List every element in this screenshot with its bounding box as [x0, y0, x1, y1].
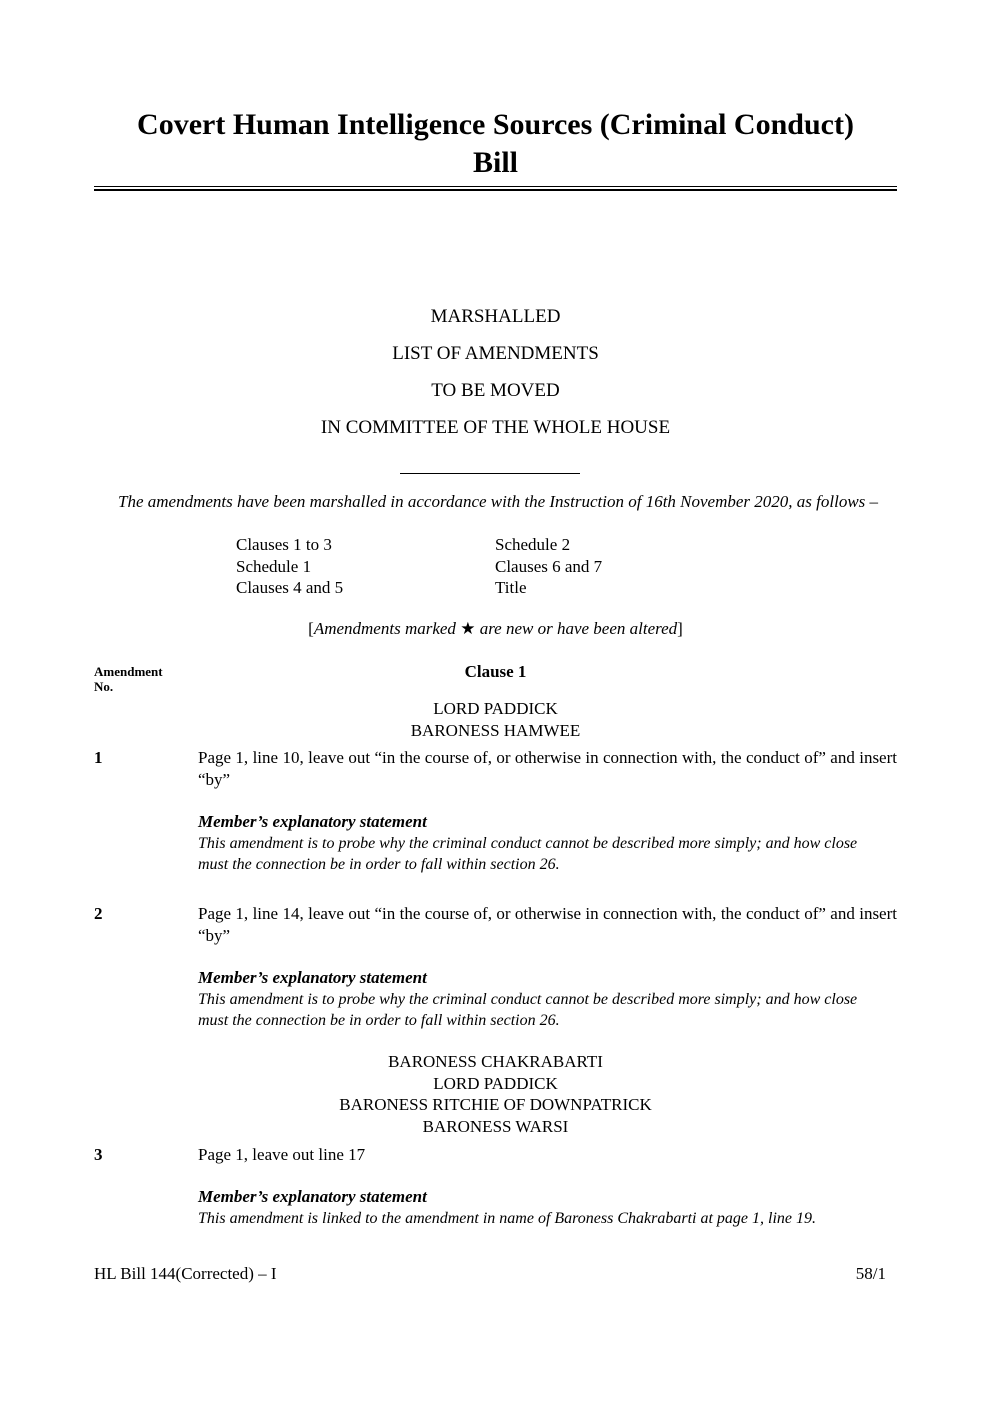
amendment-text: Page 1, line 10, leave out “in the course of, or otherwise in connection with, the conduct of” and insert “by”: [198, 748, 897, 789]
explanatory-statement-title: Member’s explanatory statement: [198, 968, 427, 987]
title-rule-thin: [94, 186, 897, 187]
amendment-number: 2: [94, 904, 103, 923]
sponsor-name: BARONESS CHAKRABARTI: [388, 1052, 603, 1071]
heading-list-of-amendments: LIST OF AMENDMENTS: [392, 343, 599, 364]
amendment-number-column-label: Amendment No.: [94, 664, 163, 694]
order-item: Title: [495, 578, 527, 597]
sponsor-group-1: [94, 698, 897, 741]
bill-title-line-1: Covert Human Intelligence Sources (Criminal Conduct): [137, 108, 854, 141]
star-icon: ★: [460, 619, 476, 638]
order-item: Clauses 4 and 5: [236, 578, 344, 597]
sponsor-group-2: [94, 1051, 897, 1137]
explanatory-statement: This amendment is to probe why the criminal conduct cannot be described more simply; and how close must the connection be in order to fall within section 26.: [198, 991, 858, 1029]
amendments-marked-note: [Amendments marked ★ are new or have been altered]: [308, 619, 683, 638]
amendment-text: Page 1, line 14, leave out “in the course of, or otherwise in connection with, the conduct of” and insert “by”: [198, 904, 897, 945]
footer-page-reference: 58/1: [855, 1264, 886, 1283]
bill-title: [94, 106, 897, 182]
order-list-right: [495, 534, 602, 599]
order-item: Clauses 1 to 3: [236, 535, 332, 554]
heading-marshalled: MARSHALLED: [430, 306, 561, 327]
order-item: Schedule 1: [236, 556, 312, 576]
explanatory-statement: This amendment is linked to the amendment in name of Baroness Chakrabarti at page 1, line 19.: [198, 1210, 817, 1227]
bill-title-line-2: Bill: [472, 146, 518, 179]
section-divider: [400, 473, 580, 474]
explanatory-statement-title: Member’s explanatory statement: [198, 1187, 427, 1206]
sponsor-name: BARONESS WARSI: [422, 1116, 569, 1136]
explanatory-statement-title: Member’s explanatory statement: [198, 812, 427, 831]
order-item: Schedule 2: [495, 535, 571, 554]
sponsor-name: BARONESS RITCHIE OF DOWNPATRICK: [339, 1095, 652, 1114]
amendment-text: Page 1, leave out line 17: [198, 1145, 366, 1164]
order-list-left: [236, 534, 343, 599]
sponsor-name: BARONESS HAMWEE: [410, 720, 581, 740]
footer-bill-reference: HL Bill 144(Corrected) – I: [94, 1264, 277, 1283]
explanatory-statement: This amendment is to probe why the criminal conduct cannot be described more simply; and how close must the connection be in order to fall within section 26.: [198, 835, 858, 873]
title-rule-thick: [94, 189, 897, 191]
order-item: Clauses 6 and 7: [495, 556, 603, 576]
sponsor-name: LORD PADDICK: [433, 699, 558, 718]
heading-to-be-moved: TO BE MOVED: [431, 380, 560, 401]
marshalling-intro: The amendments have been marshalled in accordance with the Instruction of 16th November 2020, as follows –: [118, 492, 879, 511]
sponsor-name: LORD PADDICK: [433, 1073, 558, 1093]
amendment-number: 1: [94, 748, 103, 767]
clause-heading: Clause 1: [464, 662, 527, 681]
heading-committee: IN COMMITTEE OF THE WHOLE HOUSE: [320, 417, 671, 438]
amendment-number: 3: [94, 1145, 103, 1164]
